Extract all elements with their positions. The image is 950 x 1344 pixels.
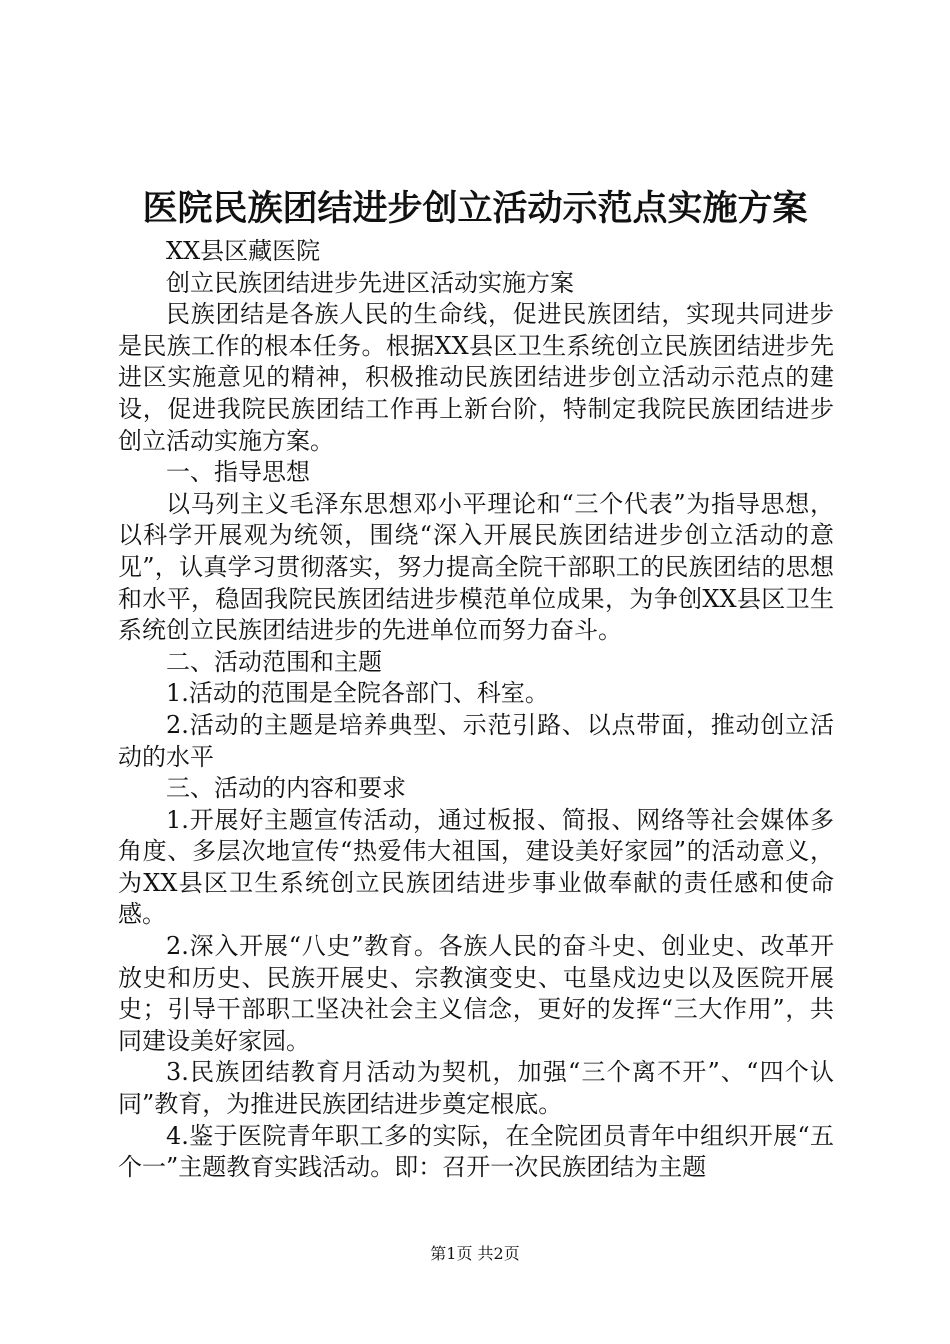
section-heading-guiding-ideology: 一、指导思想 [166, 458, 310, 487]
document-title: 医院民族团结进步创立活动示范点实施方案 [142, 188, 808, 229]
content-item-2: 2.深入开展“八史”教育。各族人民的奋斗史、创业史、改革开放史和历史、民族开展史、宗教演变史、屯垦戍边史以及医院开展史；引导干部职工坚决社会主义信念，更好的发挥“三大作用”，共同建设美好家园。 [118, 932, 834, 1055]
scope-item-2: 2.活动的主题是培养典型、示范引路、以点带面，推动创立活动的水平 [118, 710, 834, 771]
content-item-4: 4.鉴于医院青年职工多的实际，在全院团员青年中组织开展“五个一”主题教育实践活动。即：召开一次民族团结为主题 [118, 1121, 834, 1182]
section-heading-scope-theme: 二、活动范围和主题 [166, 647, 382, 676]
guiding-ideology-paragraph: 以马列主义毛泽东思想邓小平理论和“三个代表”为指导思想，以科学开展观为统领，围绕“深入开展民族团结进步创立活动的意见”，认真学习贯彻落实，努力提高全院干部职工的民族团结的思想和水平，稳固我院民族团结进步模范单位成果，为争创XX县区卫生系统创立民族团结进步的先进单位而努力奋斗。 [118, 489, 834, 645]
plan-subtitle: 创立民族团结进步先进区活动实施方案 [166, 268, 574, 297]
scope-item-1: 1.活动的范围是全院各部门、科室。 [166, 679, 549, 708]
page-number-footer: 第1页 共2页 [430, 1244, 520, 1263]
content-item-3: 3.民族团结教育月活动为契机，加强“三个离不开”、“四个认同”教育，为推进民族团结进步奠定根底。 [118, 1058, 834, 1119]
document-body [118, 236, 834, 1184]
intro-paragraph: 民族团结是各族人民的生命线，促进民族团结，实现共同进步是民族工作的根本任务。根据XX县区卫生系统创立民族团结进步先进区实施意见的精神，积极推动民族团结进步创立活动示范点的建设，促进我院民族团结工作再上新台阶，特制定我院民族团结进步创立活动实施方案。 [118, 300, 834, 455]
section-heading-content-requirements: 三、活动的内容和要求 [166, 774, 406, 803]
hospital-name: XX县区藏医院 [166, 237, 321, 265]
content-item-1: 1.开展好主题宣传活动，通过板报、简报、网络等社会媒体多角度、多层次地宣传“热爱伟大祖国，建设美好家园”的活动意义，为XX县区卫生系统创立民族团结进步事业做奉献的责任感和使命感。 [118, 805, 834, 929]
